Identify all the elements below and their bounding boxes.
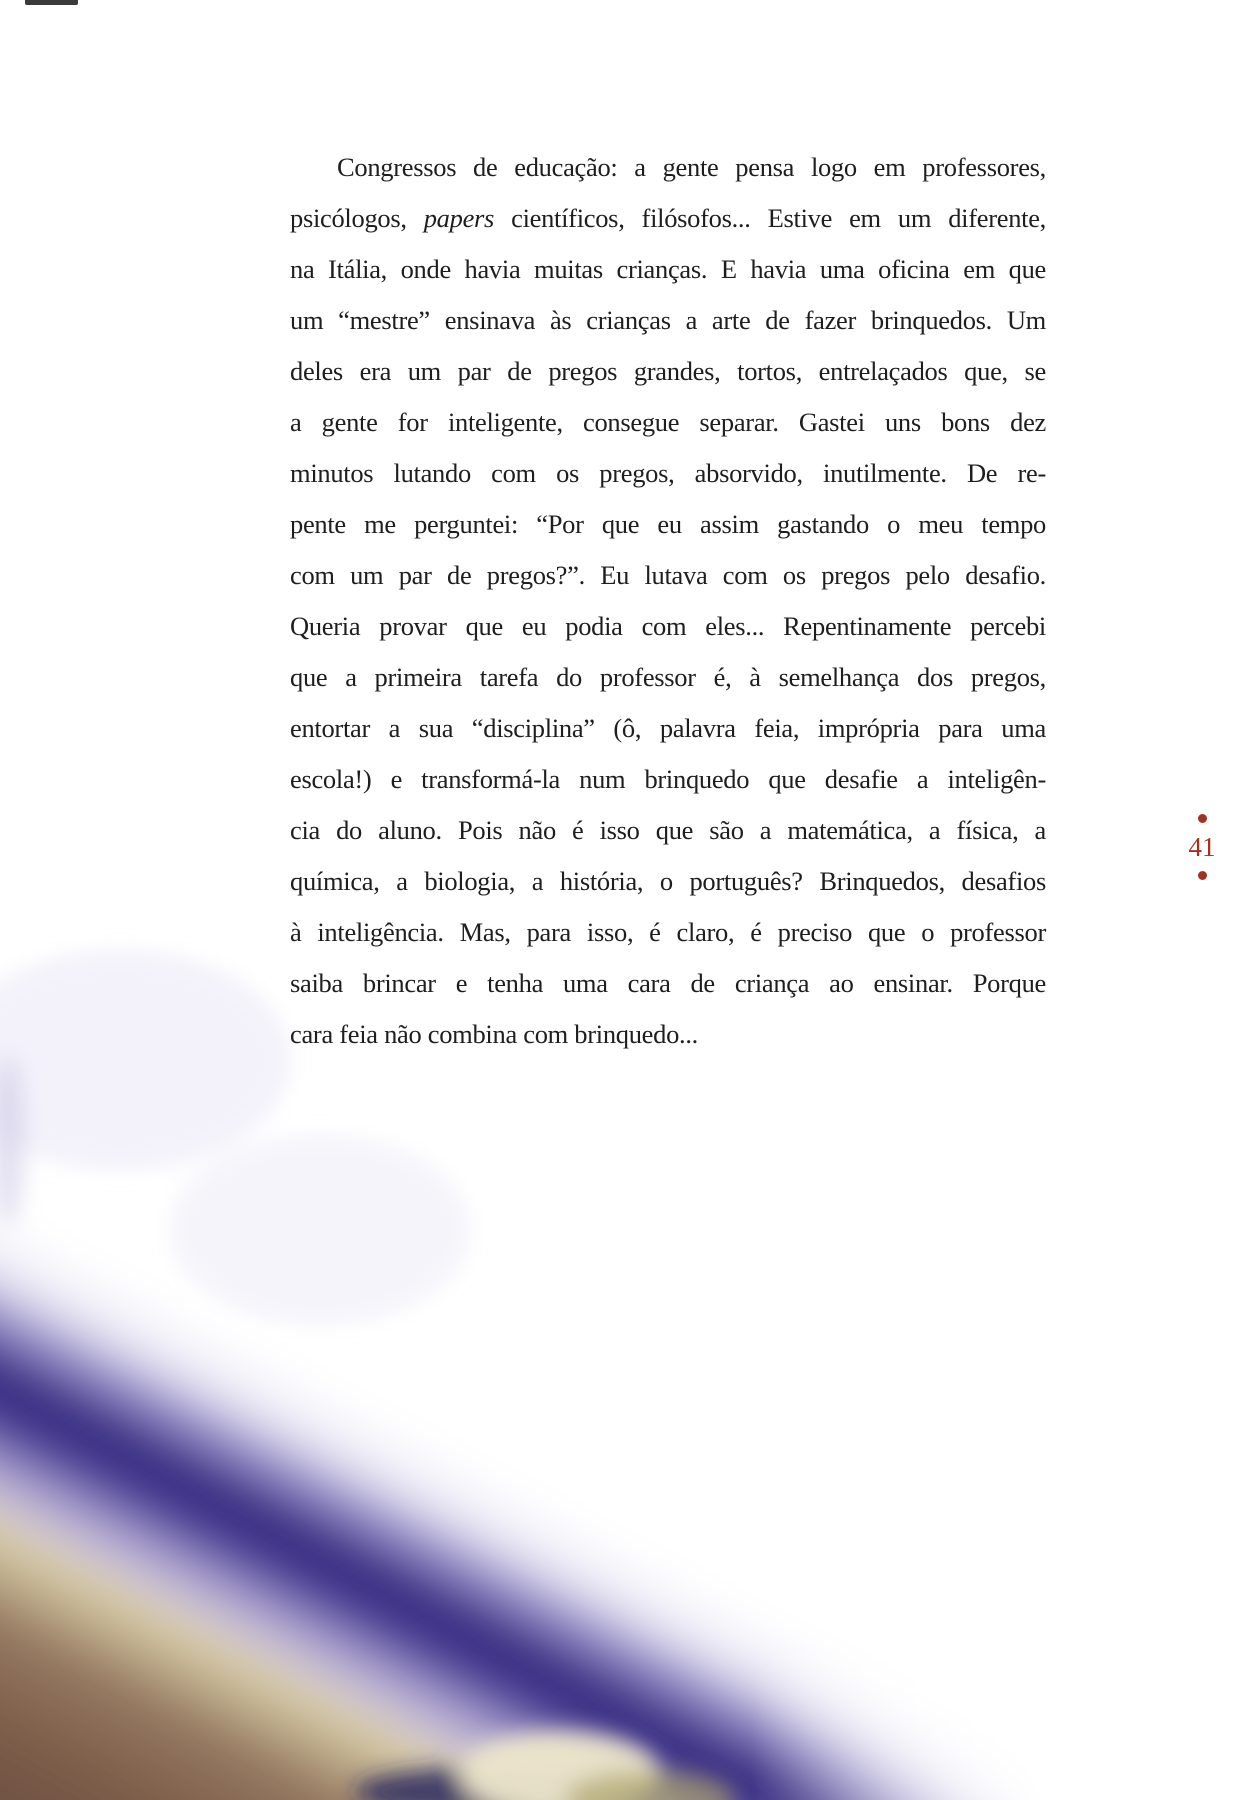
text-line: cara feia não combina com brinquedo... — [290, 1019, 699, 1049]
text-line: saiba brincar e tenha uma cara de criança ao ensinar. Porque — [290, 968, 1046, 998]
text-line: pente me perguntei: “Por que eu assim gastando o meu tempo — [290, 509, 1046, 539]
text-line: à inteligência. Mas, para isso, é claro, é preciso que o professor — [290, 917, 1046, 947]
page-number: 41 — [1188, 832, 1216, 862]
top-left-crop-mark — [25, 0, 78, 5]
text-line: Queria provar que eu podia com eles... Repentinamente percebi — [290, 611, 1046, 641]
text-line: com um par de pregos?”. Eu lutava com os pregos pelo desafio. — [290, 560, 1046, 590]
text-line: psicólogos, papers científicos, filósofos... Estive em um diferente, — [290, 203, 1046, 233]
text-line: minutos lutando com os pregos, absorvido, inutilmente. De re- — [290, 458, 1046, 488]
text-line: deles era um par de pregos grandes, tortos, entrelaçados que, se — [290, 356, 1046, 386]
page-number-block — [1172, 814, 1232, 880]
paragraph-lines — [290, 142, 1046, 1060]
page-number-dot-bottom — [1198, 871, 1207, 880]
text-line: que a primeira tarefa do professor é, à semelhança dos pregos, — [290, 662, 1046, 692]
text-line: escola!) e transformá-la num brinquedo que desafie a inteligên- — [290, 764, 1046, 794]
text-line: entortar a sua “disciplina” (ô, palavra feia, imprópria para uma — [290, 713, 1046, 743]
text-line: na Itália, onde havia muitas crianças. E havia uma oficina em que — [290, 254, 1046, 284]
text-line: química, a biologia, a história, o português? Brinquedos, desafios — [290, 866, 1046, 896]
page-number-dot-top — [1198, 814, 1207, 823]
paragraph-congressos — [290, 142, 1046, 1060]
text-line: um “mestre” ensinava às crianças a arte de fazer brinquedos. Um — [290, 305, 1046, 335]
text-line: a gente for inteligente, consegue separar. Gastei uns bons dez — [290, 407, 1046, 437]
text-line: cia do aluno. Pois não é isso que são a matemática, a física, a — [290, 815, 1046, 845]
text-line: Congressos de educação: a gente pensa logo em professores, — [337, 152, 1046, 182]
